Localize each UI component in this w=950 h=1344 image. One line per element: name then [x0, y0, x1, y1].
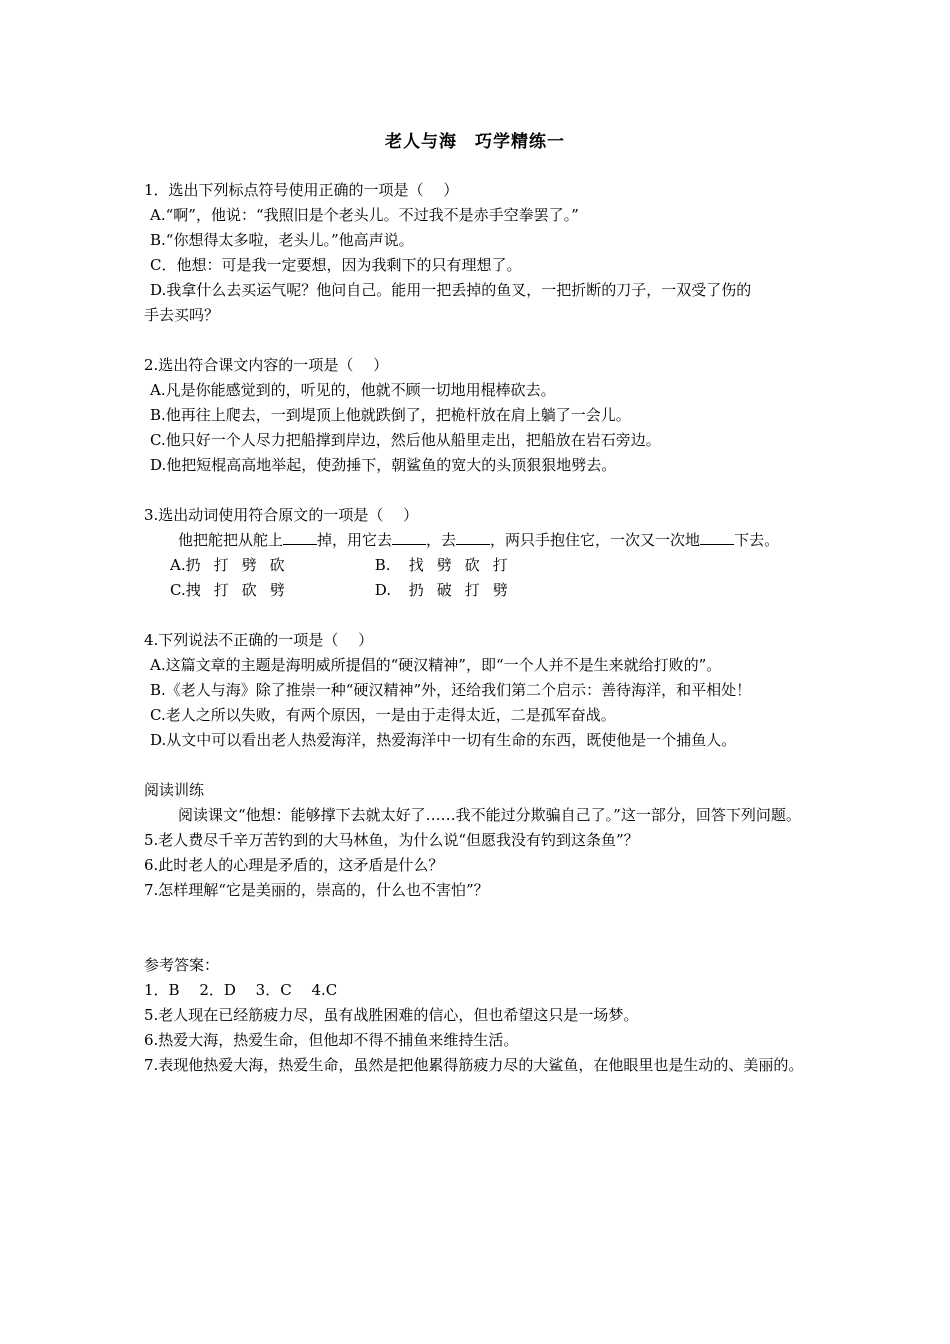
- q3-option-a-word: 扔: [185, 556, 201, 574]
- q3-option-a-word: 打: [213, 556, 229, 574]
- q3-option-d-word: 打: [464, 581, 480, 599]
- q3-option-c-word: 砍: [241, 581, 257, 599]
- reading-q7: 7.怎样理解“它是美丽的，崇高的，什么也不害怕”？: [144, 881, 489, 899]
- q1-option-d-line1: D.我拿什么去买运气呢？他问自己。能用一把丢掉的鱼叉，一把折断的刀子，一双受了伤的: [150, 281, 752, 299]
- q3-option-a-word: 砍: [269, 556, 285, 574]
- q1-option-c: C．他想：可是我一定要想，因为我剩下的只有理想了。: [150, 256, 522, 274]
- answer-6: 6.热爱大海，热爱生命，但他却不得不捕鱼来维持生活。: [144, 1031, 519, 1049]
- q3-option-b-label: B.: [374, 556, 391, 574]
- q4-option-a: A.这篇文章的主题是海明威所提倡的“硬汉精神”，即“一个人并不是生来就给打败的”。: [150, 656, 722, 674]
- q1-option-b: B.“你想得太多啦，老头儿。”他高声说。: [150, 231, 414, 249]
- q3-option-d-word: 扔: [408, 581, 424, 599]
- answer-7: 7.表现他热爱大海，热爱生命，虽然是把他累得筋疲力尽的大鲨鱼，在他眼里也是生动的、美丽的。: [144, 1056, 804, 1074]
- q3-option-c: [170, 578, 370, 603]
- q3-option-d-word: 破: [436, 581, 452, 599]
- q1-stem: 1．选出下列标点符号使用正确的一项是（ ）: [144, 181, 459, 199]
- q3-option-c-word: 打: [213, 581, 229, 599]
- q1-option-d-line2: 手去买吗？: [144, 306, 220, 324]
- q3-option-a-label: A.: [170, 556, 186, 574]
- document-body: [144, 178, 824, 1078]
- q3-option-d: [375, 578, 521, 603]
- q4-option-b: B.《老人与海》除了推崇一种“硬汉精神”外，还给我们第二个启示：善待海洋，和平相处！: [150, 681, 752, 699]
- q3-sentence-part2: 掉，用它去: [317, 531, 393, 549]
- q2-option-c: C.他只好一个人尽力把船撑到岸边，然后他从船里走出，把船放在岩石旁边。: [150, 431, 661, 449]
- q3-blank-2: [392, 530, 426, 545]
- q2-option-a: A.凡是你能感觉到的，听见的，他就不顾一切地用棍棒砍去。: [150, 381, 556, 399]
- q3-option-b: [375, 553, 521, 578]
- q3-option-b-word: 打: [492, 556, 508, 574]
- q3-blank-1: [283, 530, 317, 545]
- q4-option-c: C.老人之所以失败，有两个原因，一是由于走得太近，二是孤军奋战。: [150, 706, 616, 724]
- q3-option-d-word: 劈: [492, 581, 508, 599]
- document-title: 老人与海 巧学精练一: [385, 132, 565, 152]
- q1-option-a: A.“啊”，他说：“我照旧是个老头儿。不过我不是赤手空拳罢了。”: [150, 206, 579, 224]
- q2-option-d: D.他把短棍高高地举起，使劲捶下，朝鲨鱼的宽大的头顶狠狠地劈去。: [150, 456, 617, 474]
- reading-heading: 阅读训练: [144, 781, 205, 799]
- answers-heading: 参考答案：: [144, 956, 220, 974]
- reading-intro: 阅读课文“他想：能够撑下去就太好了……我不能过分欺骗自己了。”这一部分，回答下列问题。: [178, 806, 801, 824]
- q3-option-b-word: 找: [408, 556, 424, 574]
- q3-options-row2: [144, 578, 824, 603]
- q3-option-d-label: D.: [374, 581, 392, 599]
- q3-option-c-label: C.: [170, 581, 186, 599]
- q3-blank-4: [700, 530, 734, 545]
- q3-sentence-part3: ，去: [426, 531, 457, 549]
- q2-stem: 2.选出符合课文内容的一项是（ ）: [144, 356, 389, 374]
- reading-q6: 6.此时老人的心理是矛盾的，这矛盾是什么？: [144, 856, 444, 874]
- q3-option-a-word: 劈: [241, 556, 257, 574]
- reading-q5: 5.老人费尽千辛万苦钓到的大马林鱼，为什么说“但愿我没有钓到这条鱼”？: [144, 831, 639, 849]
- q3-blank-3: [456, 530, 490, 545]
- q3-option-b-word: 劈: [436, 556, 452, 574]
- q3-sentence-part4: ，两只手抱住它，一次又一次地: [490, 531, 701, 549]
- q3-stem: 3.选出动词使用符合原文的一项是（ ）: [144, 506, 419, 524]
- q3-sentence: [144, 528, 824, 553]
- answers-multiple-choice: 1．B 2．D 3．C 4.C: [144, 981, 338, 999]
- q3-options-row1: [144, 553, 824, 578]
- q3-sentence-part1: 他把舵把从舵上: [178, 531, 284, 549]
- q3-option-c-word: 拽: [185, 581, 201, 599]
- q4-stem: 4.下列说法不正确的一项是（ ）: [144, 631, 374, 649]
- q2-option-b: B.他再往上爬去，一到堤顶上他就跌倒了，把桅杆放在肩上躺了一会儿。: [150, 406, 631, 424]
- q3-option-a: [170, 553, 370, 578]
- q3-option-c-word: 劈: [269, 581, 285, 599]
- q4-option-d: D.从文中可以看出老人热爱海洋，热爱海洋中一切有生命的东西，既使他是一个捕鱼人。: [150, 731, 737, 749]
- q3-option-b-word: 砍: [464, 556, 480, 574]
- answer-5: 5.老人现在已经筋疲力尽，虽有战胜困难的信心，但也希望这只是一场梦。: [144, 1006, 639, 1024]
- q3-sentence-part5: 下去。: [734, 531, 780, 549]
